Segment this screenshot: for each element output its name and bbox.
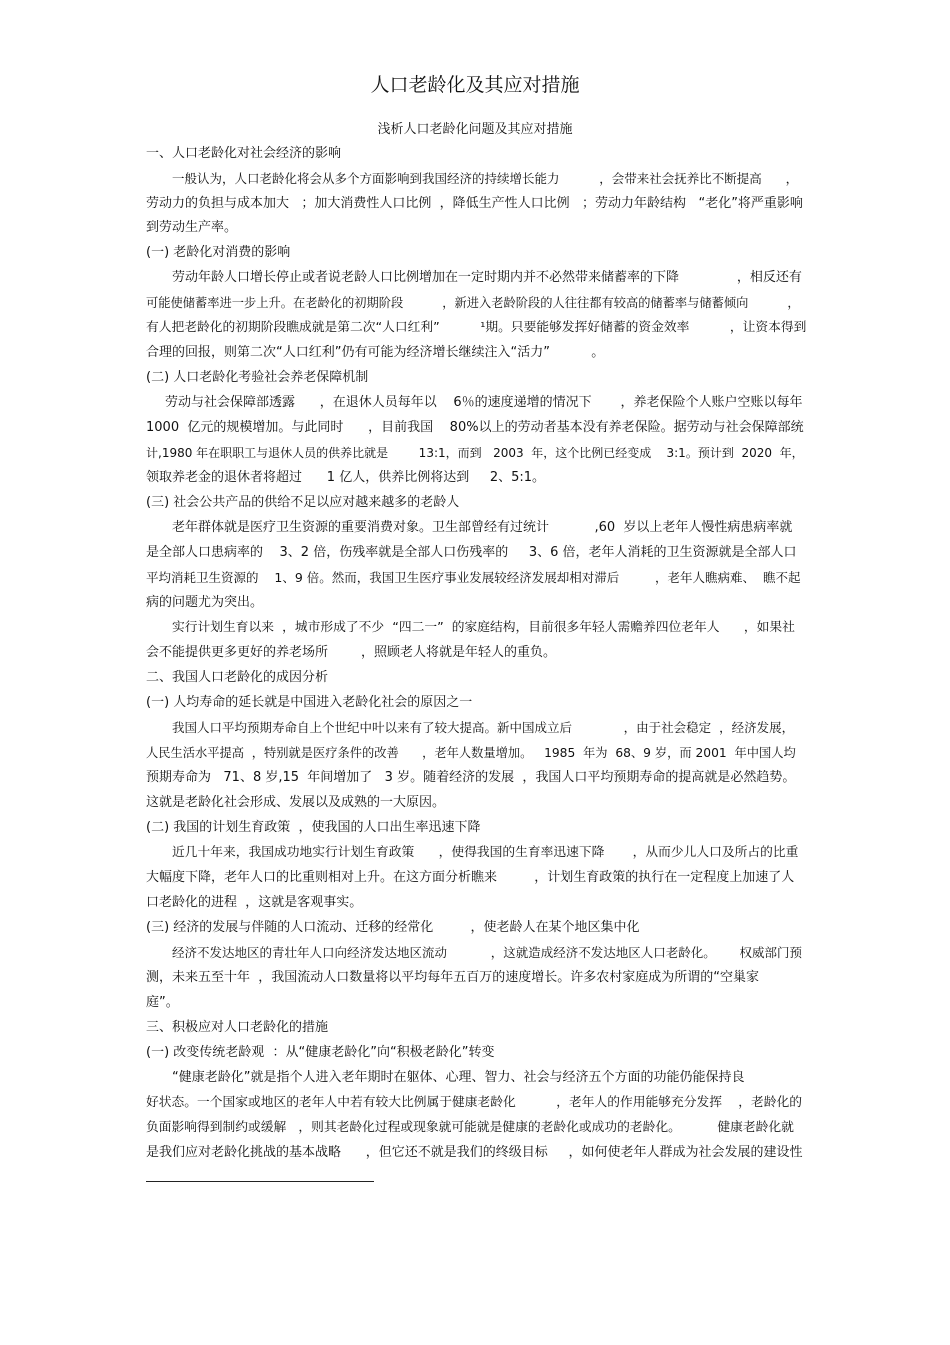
paragraph-line: 可能使储蓄率进一步上升。在老龄化的初期阶段 ，新进入老龄阶段的人往往都有较高的储蓄率与储蓄倾向 ，: [146, 296, 800, 310]
paragraph-line: 测，未来五至十年 ，我国流动人口数量将以平均每年五百万的速度增长。许多农村家庭成为所谓的“空巢家: [146, 970, 760, 985]
paragraph-line: 有人把老龄化的初期阶段瞧成就是第二次“人口红利” ¹期。只要能够发挥好储蓄的资金效率 ，让资本得到: [146, 320, 807, 335]
paragraph-line: 大幅度下降，老年人口的比重则相对上升。在这方面分析瞧来 ，计划生育政策的执行在一定程度上加速了人: [146, 870, 795, 885]
paragraph-line: 实行计划生育以来 ，城市形成了不少 “四二一” 的家庭结构，目前很多年轻人需赡养四位老年人 ，如果社: [172, 620, 795, 635]
paragraph-line: 到劳动生产率。: [146, 220, 238, 235]
paragraph-line: 口老龄化的进程 ，这就是客观事实。: [146, 895, 363, 910]
subsection-heading: (一) 人均寿命的延长就是中国进入老龄化社会的原因之一: [146, 695, 473, 710]
section-heading-1: 一、人口老龄化对社会经济的影响: [146, 146, 342, 161]
paragraph-line: 病的问题尤为突出。: [146, 595, 264, 610]
section-heading-2: 二、我国人口老龄化的成因分析: [146, 670, 329, 685]
footnote-divider: [146, 1181, 374, 1182]
paragraph-line: 经济不发达地区的青壮年人口向经济发达地区流动 ，这就造成经济不发达地区人口老龄化。 权威部门预: [172, 945, 803, 960]
paragraph-line: 劳动与社会保障部透露 ，在退休人员每年以 6％的速度递增的情况下 ，养老保险个人账户空账以每年: [165, 395, 803, 410]
subsection-heading: (二) 人口老龄化考验社会养老保障机制: [146, 370, 369, 385]
paragraph-line: 领取养老金的退休者将超过 1 亿人，供养比例将达到 2、5:1。: [146, 470, 546, 485]
subsection-heading: (二) 我国的计划生育政策 ，使我国的人口出生率迅速下降: [146, 820, 481, 835]
paragraph-line: 近几十年来，我国成功地实行计划生育政策 ，使得我国的生育率迅速下降 ，从而少儿人口及所占的比重: [172, 845, 799, 860]
paragraph-line: 劳动年龄人口增长停止或者说老龄人口比例增加在一定时期内并不必然带来储蓄率的下降 ，相反还有: [172, 270, 802, 285]
paragraph-line: 老年群体就是医疗卫生资源的重要消费对象。卫生部曾经有过统计 ,60 岁以上老年人慢性病患病率就: [172, 520, 793, 535]
paragraph-line: 庭”。: [146, 995, 179, 1010]
paragraph-line: 平均消耗卫生资源的 1、9 倍。然而，我国卫生医疗事业发展较经济发展却相对滞后 ，老年人瞧病难、 瞧不起: [146, 570, 801, 585]
paragraph-line: 劳动力的负担与成本加大 ；加大消费性人口比例 ，降低生产性人口比例 ；劳动力年龄结构 “老化”将严重影响: [146, 196, 803, 211]
paragraph-line: “健康老龄化”就是指个人进入老年期时在躯体、心理、智力、社会与经济五个方面的功能仍能保持良: [172, 1070, 745, 1085]
paragraph-line: 负面影响得到制约或缓解 ，则其老龄化过程或现象就可能就是健康的老龄化或成功的老龄化。 健康老龄化就: [146, 1120, 794, 1135]
paragraph-line: 人民生活水平提高 ，特别就是医疗条件的改善 ，老年人数量增加。 1985 年为 68、9 岁，而 2001 年中国人均: [146, 746, 796, 760]
subsection-heading: (一) 改变传统老龄观 ：从“健康老龄化”向“积极老龄化”转变: [146, 1045, 495, 1060]
paragraph-line: 一般认为，人口老龄化将会从多个方面影响到我国经济的持续增长能力 ，会带来社会抚养比不断提高 ，: [172, 171, 799, 186]
paragraph-line: 是全部人口患病率的 3、2 倍，伤残率就是全部人口伤残率的 3、6 倍，老年人消耗的卫生资源就是全部人口: [146, 545, 797, 560]
paragraph-line: 我国人口平均预期寿命自上个世纪中叶以来有了较大提高。新中国成立后 ，由于社会稳定 ，经济发展，: [172, 720, 795, 735]
paragraph-line: 1000 亿元的规模增加。与此同时 ，目前我国 80%以上的劳动者基本没有养老保险。据劳动与社会保障部统: [146, 420, 804, 435]
paragraph-line: 会不能提供更多更好的养老场所 ，照顾老人将就是年轻人的重负。: [146, 645, 557, 660]
subsection-heading: (三) 经济的发展与伴随的人口流动、迁移的经常化 ，使老龄人在某个地区集中化: [146, 920, 640, 935]
section-heading-3: 三、积极应对人口老龄化的措施: [146, 1020, 329, 1035]
paragraph-line: 这就是老龄化社会形成、发展以及成熟的一大原因。: [146, 795, 446, 810]
subsection-heading: (一) 老龄化对消费的影响: [146, 245, 291, 260]
paragraph-line: 合理的回报，则第二次“人口红利”仍有可能为经济增长继续注入“活力” 。: [146, 345, 605, 360]
document-subtitle: 浅析人口老龄化问题及其应对措施: [377, 122, 573, 137]
paragraph-line: 计,1980 年在职职工与退休人员的供养比就是 13:1，而到 2003 年，这个比例已经变成 3:1。预计到 2020 年，: [146, 446, 804, 460]
subsection-heading: (三) 社会公共产品的供给不足以应对越来越多的老龄人: [146, 495, 460, 510]
paragraph-line: 预期寿命为 71、8 岁,15 年间增加了 3 岁。随着经济的发展 ，我国人口平均预期寿命的提高就是必然趋势。: [146, 770, 796, 785]
paragraph-line: 好状态。一个国家或地区的老年人中若有较大比例属于健康老龄化 ，老年人的作用能够充分发挥 ，老龄化的: [146, 1095, 802, 1110]
paragraph-line: 是我们应对老龄化挑战的基本战略 ，但它还不就是我们的终级目标 ，如何使老年人群成为社会发展的建设性: [146, 1145, 803, 1160]
document-title: 人口老龄化及其应对措施: [370, 74, 580, 96]
